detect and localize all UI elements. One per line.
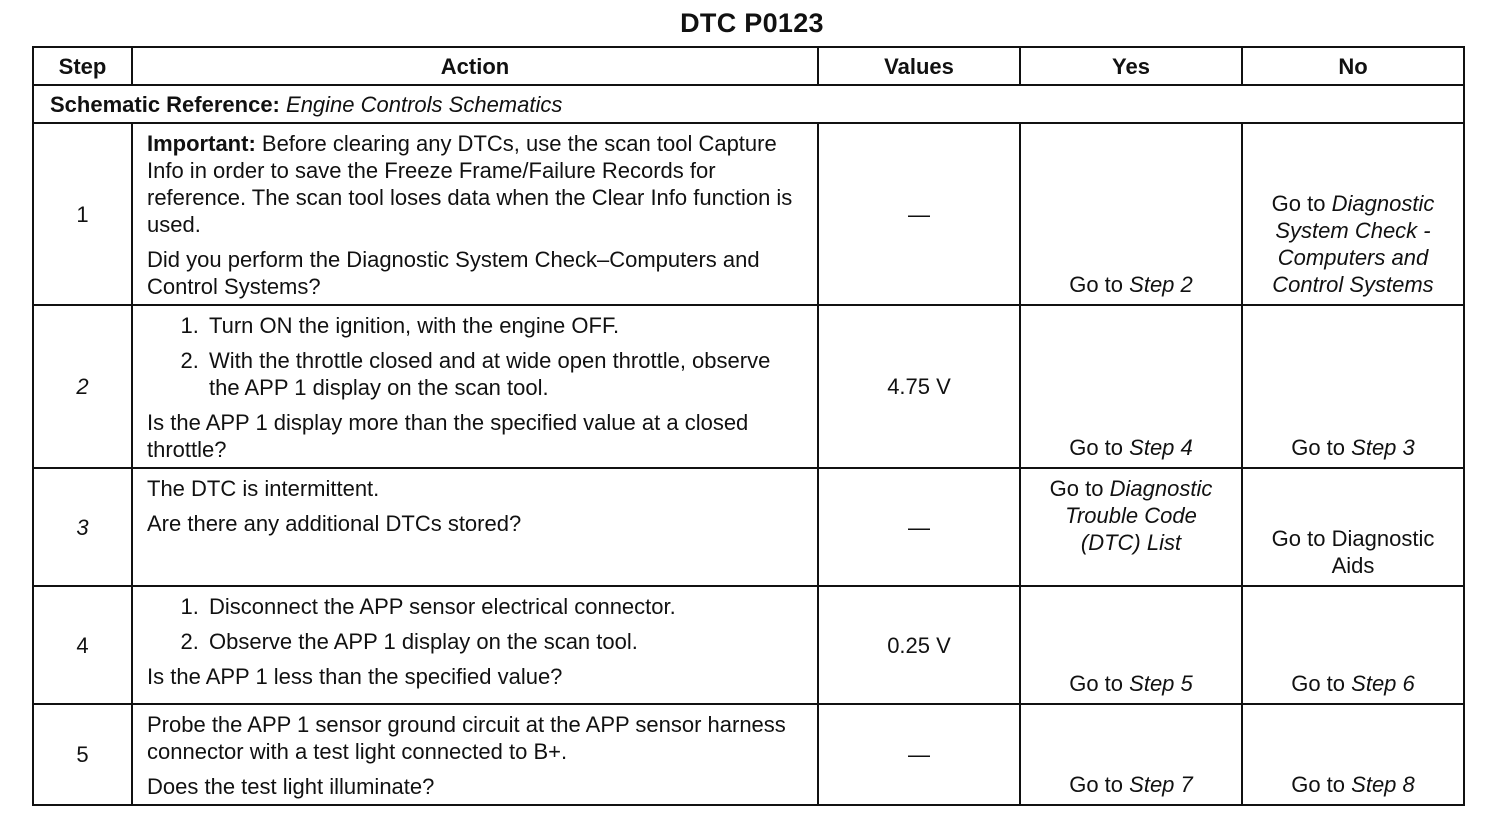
page-title: DTC P0123 (680, 8, 824, 38)
yes-prefix: Go to (1069, 272, 1124, 297)
yes-cell (1020, 468, 1242, 586)
yes-prefix: Go to (1069, 772, 1124, 797)
action-question: Did you perform the Diagnostic System Check–Computers and Control Systems? (147, 247, 760, 299)
values-cell: — (818, 704, 1020, 805)
action-item: 1. Disconnect the APP sensor electrical connector. (205, 593, 803, 620)
table-row (33, 468, 1464, 586)
action-question: Is the APP 1 less than the specified value? (147, 664, 563, 689)
no-link[interactable]: Step 6 (1351, 671, 1415, 696)
no-cell (1242, 468, 1464, 586)
important-note (147, 130, 803, 238)
column-header-values: Values (818, 47, 1020, 85)
column-header-step: Step (33, 47, 132, 85)
action-question: Does the test light illuminate? (147, 774, 435, 799)
yes-prefix: Go to (1069, 671, 1124, 696)
header-row (33, 47, 1464, 85)
action-cell (132, 468, 818, 586)
action-statement: The DTC is intermittent. (147, 476, 380, 501)
no-cell (1242, 123, 1464, 305)
yes-link[interactable]: Step 2 (1129, 272, 1193, 297)
no-cell (1242, 704, 1464, 805)
no-prefix: Go to (1291, 671, 1346, 696)
yes-cell (1020, 123, 1242, 305)
action-item: 1. Turn ON the ignition, with the engine OFF. (205, 312, 803, 339)
action-list (147, 312, 803, 401)
no-prefix: Go to (1291, 772, 1346, 797)
step-number: 2 (33, 305, 132, 468)
no-prefix: Go to (1271, 526, 1326, 551)
action-question: Are there any additional DTCs stored? (147, 511, 522, 536)
step-number: 4 (33, 586, 132, 704)
values-cell: — (818, 468, 1020, 586)
yes-link[interactable]: Step 7 (1129, 772, 1193, 797)
values-cell: 0.25 V (818, 586, 1020, 704)
important-text: Before clearing any DTCs, use the scan tool Capture Info in order to save the Freeze Frame/Failure Records for reference. The scan tool loses data when the Clear Info function is used. (147, 131, 793, 237)
no-link[interactable]: Step 8 (1351, 772, 1415, 797)
no-link[interactable]: Diagnostic Aids (1331, 526, 1435, 578)
schematic-label: Schematic Reference: (50, 91, 280, 117)
schematic-link[interactable]: Engine Controls Schematics (286, 91, 563, 117)
yes-cell (1020, 305, 1242, 468)
no-prefix: Go to (1271, 191, 1326, 216)
action-cell (132, 704, 818, 805)
no-link[interactable]: Step 3 (1351, 435, 1415, 460)
yes-cell (1020, 586, 1242, 704)
column-header-action: Action (132, 47, 818, 85)
yes-link[interactable]: Step 4 (1129, 435, 1193, 460)
schematic-reference (33, 85, 1464, 123)
action-item: 2. With the throttle closed and at wide open throttle, observe the APP 1 display on the scan tool. (205, 347, 803, 401)
values-cell: — (818, 123, 1020, 305)
table-row (33, 704, 1464, 805)
step-number: 3 (33, 468, 132, 586)
action-item: 2. Observe the APP 1 display on the scan tool. (205, 628, 803, 655)
step-number: 5 (33, 704, 132, 805)
important-label: Important: (147, 131, 256, 156)
table-row (33, 586, 1464, 704)
diagnostic-table (32, 46, 1465, 806)
yes-link[interactable]: Diagnostic Trouble Code (DTC) List (1065, 476, 1213, 555)
no-link[interactable]: Diagnostic System Check - Computers and Control Systems (1272, 191, 1435, 297)
column-header-yes: Yes (1020, 47, 1242, 85)
schematic-row (33, 85, 1464, 123)
yes-link[interactable]: Step 5 (1129, 671, 1193, 696)
step-number: 1 (33, 123, 132, 305)
table-row (33, 305, 1464, 468)
values-cell: 4.75 V (818, 305, 1020, 468)
table-row (33, 123, 1464, 305)
action-cell (132, 123, 818, 305)
action-statement: Probe the APP 1 sensor ground circuit at the APP sensor harness connector with a test light connected to B+. (147, 712, 786, 764)
no-prefix: Go to (1291, 435, 1346, 460)
column-header-no: No (1242, 47, 1464, 85)
action-list (147, 593, 803, 655)
yes-cell (1020, 704, 1242, 805)
yes-prefix: Go to (1069, 435, 1124, 460)
no-cell (1242, 586, 1464, 704)
action-cell (132, 586, 818, 704)
no-cell (1242, 305, 1464, 468)
action-question: Is the APP 1 display more than the specified value at a closed throttle? (147, 410, 749, 462)
action-cell (132, 305, 818, 468)
yes-prefix: Go to (1049, 476, 1104, 501)
